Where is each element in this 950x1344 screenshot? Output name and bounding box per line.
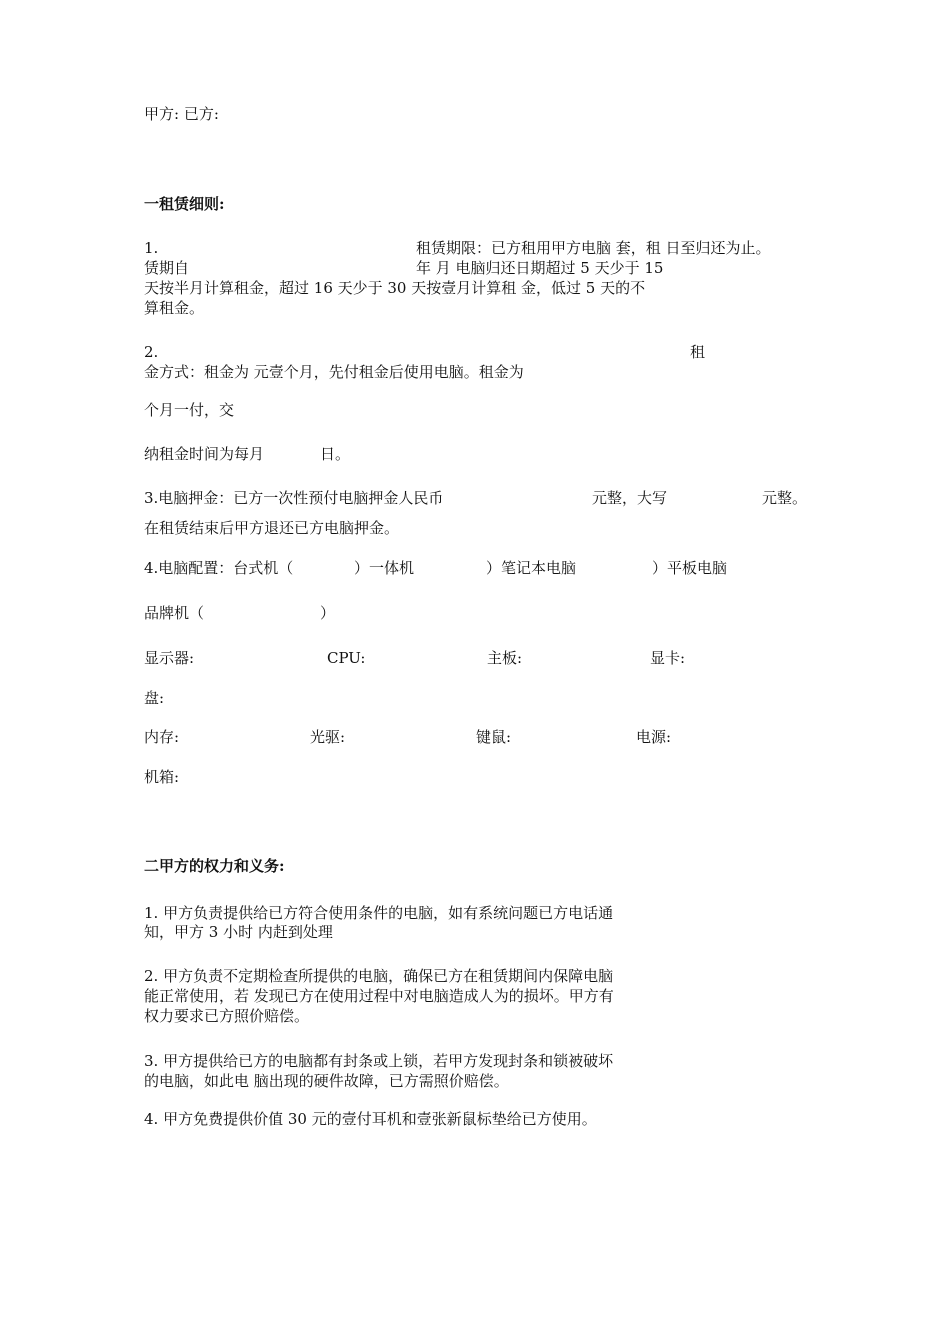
item2-line3: 个月一付，交	[144, 401, 235, 419]
section1-title: 一租赁细则:	[144, 195, 225, 213]
motherboard-label: 主板:	[487, 649, 523, 667]
item4-label: 4.电脑配置：台式机（	[144, 559, 294, 577]
item3-line2: 在租赁结束后甲方退还已方电脑押金。	[144, 519, 400, 537]
brand-label: 品牌机（	[144, 604, 205, 622]
s2-p2-line3: 权力要求已方照价赔偿。	[144, 1007, 310, 1025]
item1-line1: 租赁期限：已方租用甲方电脑 套，租 日至归还为止。	[416, 239, 771, 257]
s2-p2-line2: 能正常使用，若 发现已方在使用过程中对电脑造成人为的损坏。甲方有	[144, 987, 614, 1005]
cpu-label: CPU:	[327, 649, 366, 667]
item2-line4-b: 日。	[320, 445, 351, 463]
item1-line3: 天按半月计算租金，超过 16 天少于 30 天按壹月计算租 金，低过 5 天的不	[144, 279, 646, 297]
item2-line4-a: 纳租金时间为每月	[144, 445, 265, 463]
item2-line1: 租	[690, 343, 706, 361]
item2-line2: 金方式：租金为 元壹个月，先付租金后使用电脑。租金为	[144, 363, 524, 381]
item1-line2-left: 赁期自	[144, 259, 190, 277]
item3-line1-a: 3.电脑押金：已方一次性预付电脑押金人民币	[144, 489, 444, 507]
item2-number: 2.	[144, 343, 159, 361]
item1-line2-right: 年 月 电脑归还日期超过 5 天少于 15	[416, 259, 664, 277]
case-label: 机箱:	[144, 768, 180, 786]
s2-p2-line1: 2. 甲方负责不定期检查所提供的电脑，确保已方在租赁期间内保障电脑	[144, 967, 614, 985]
gpu-label: 显卡:	[650, 649, 686, 667]
s2-p1-line2: 知，甲方 3 小时 内赶到处理	[144, 923, 333, 941]
item3-line1-b: 元整，大写	[592, 489, 668, 507]
item1-number: 1.	[144, 239, 159, 257]
s2-p3-line2: 的电脑，如此电 脑出现的硬件故障，已方需照价赔偿。	[144, 1072, 509, 1090]
s2-p4-line1: 4. 甲方免费提供价值 30 元的壹付耳机和壹张新鼠标垫给已方使用。	[144, 1110, 597, 1128]
ram-label: 内存:	[144, 728, 180, 746]
item4-option-tablet: ）平板电脑	[652, 559, 728, 577]
s2-p1-line1: 1. 甲方负责提供给已方符合使用条件的电脑，如有系统问题已方电话通	[144, 904, 614, 922]
section2-title: 二甲方的权力和义务:	[144, 857, 285, 875]
keyboard-mouse-label: 键鼠:	[476, 728, 512, 746]
item3-line1-c: 元整。	[762, 489, 808, 507]
s2-p3-line1: 3. 甲方提供给已方的电脑都有封条或上锁，若甲方发现封条和锁被破坏	[144, 1052, 614, 1070]
disk-label: 盘:	[144, 689, 165, 707]
monitor-label: 显示器:	[144, 649, 195, 667]
item1-line4: 算租金。	[144, 299, 205, 317]
brand-close: ）	[320, 604, 336, 622]
parties-line: 甲方: 已方:	[144, 105, 219, 123]
power-supply-label: 电源:	[636, 728, 672, 746]
item4-option-laptop: ）笔记本电脑	[486, 559, 577, 577]
item4-option-allinone: ）一体机	[354, 559, 415, 577]
optical-drive-label: 光驱:	[310, 728, 346, 746]
